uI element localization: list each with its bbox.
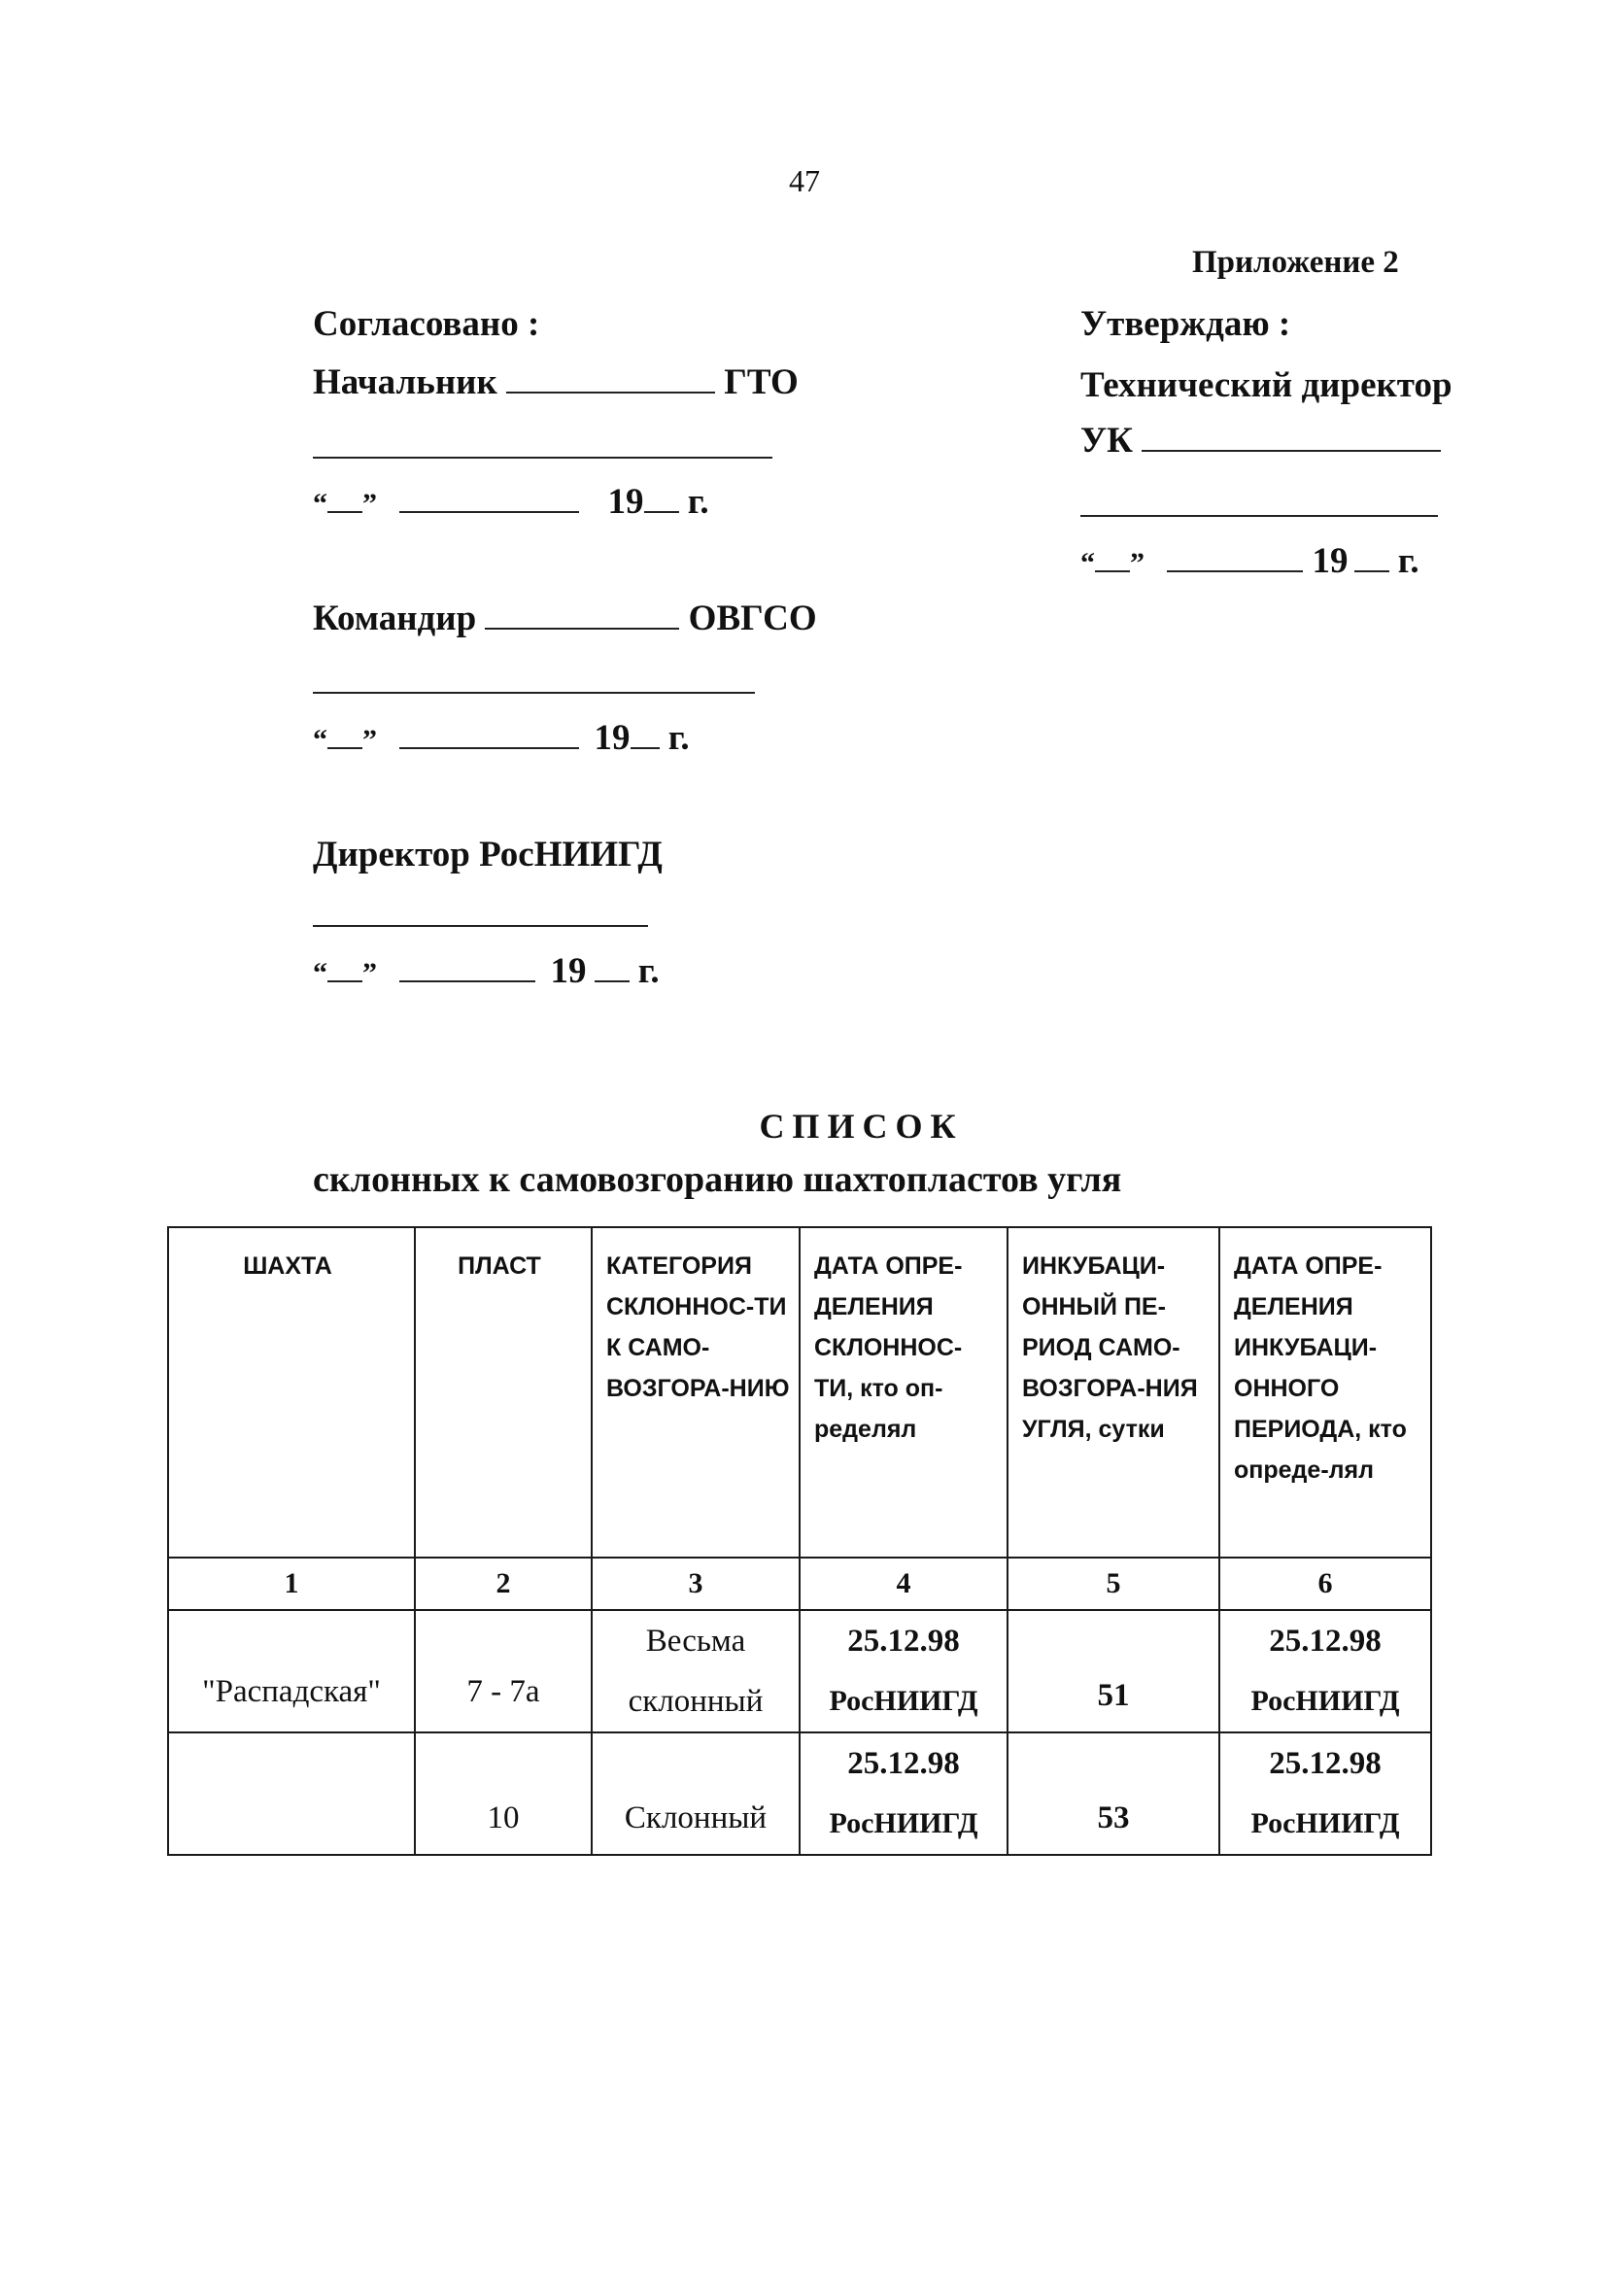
col-number: 6 — [1219, 1558, 1431, 1610]
org-value: РосНИИГД — [829, 1685, 978, 1717]
chief-line — [313, 361, 799, 403]
commander-signature-line — [313, 692, 755, 694]
director-date-line: “ ” 19 г. — [313, 951, 660, 991]
col-number: 1 — [168, 1558, 415, 1610]
org-value: РосНИИГД — [1250, 1685, 1400, 1717]
commander-label: Командир — [313, 599, 477, 638]
page-number: 47 — [789, 163, 820, 198]
col-number: 2 — [415, 1558, 592, 1610]
mines-table — [167, 1226, 1432, 1856]
category-bottom: Склонный — [624, 1800, 768, 1835]
cell-mine — [168, 1732, 415, 1855]
date-value: 25.12.98 — [1269, 1624, 1382, 1659]
list-title: СПИСОК — [759, 1107, 964, 1146]
commander-org: ОВГСО — [688, 599, 817, 638]
header-incubation-period: ИНКУБАЦИ-ОННЫЙ ПЕ-РИОД САМО-ВОЗГОРА-НИЯ УГЛЯ, сутки — [1008, 1227, 1219, 1558]
org-value: РосНИИГД — [829, 1807, 978, 1839]
table-row — [168, 1610, 1431, 1732]
cell-seam: 7 - 7а — [415, 1610, 592, 1732]
cell-date-determination — [800, 1732, 1008, 1855]
appendix-label: Приложение 2 — [1192, 245, 1399, 280]
table-header-row — [168, 1227, 1431, 1558]
org-value: РосНИИГД — [1250, 1807, 1400, 1839]
cell-category — [592, 1732, 800, 1855]
chief-blank — [506, 366, 715, 394]
director-date-suffix: г. — [637, 951, 660, 991]
director-date-year: 19 — [550, 951, 587, 991]
agree-title: Согласовано : — [313, 304, 540, 344]
chief-label: Начальник — [313, 362, 497, 402]
approve-date-line: “ ” 19 г. — [1080, 541, 1419, 581]
cell-incubation-period: 53 — [1008, 1732, 1219, 1855]
date-value: 25.12.98 — [847, 1746, 960, 1781]
approve-signature-line — [1080, 515, 1438, 517]
header-seam: ПЛАСТ — [415, 1227, 592, 1558]
list-subtitle: склонных к самовозгоранию шахтопластов угля — [313, 1159, 1122, 1200]
commander-date-suffix: г. — [667, 718, 690, 758]
cell-incubation-period: 51 — [1008, 1610, 1219, 1732]
uk-blank — [1142, 425, 1441, 452]
date-value: 25.12.98 — [1269, 1746, 1382, 1781]
chief-org: ГТО — [724, 362, 799, 402]
cell-category — [592, 1610, 800, 1732]
chief-signature-line — [313, 457, 772, 459]
category-bottom: склонный — [628, 1684, 764, 1719]
table-row — [168, 1732, 1431, 1855]
cell-date-determination — [800, 1610, 1008, 1732]
director-label: Директор РосНИИГД — [313, 835, 663, 874]
header-mine: ШАХТА — [168, 1227, 415, 1558]
cell-date-incubation — [1219, 1732, 1431, 1855]
tech-director-label: Технический директор — [1080, 365, 1452, 405]
approve-title: Утверждаю : — [1080, 304, 1291, 344]
commander-blank — [485, 602, 679, 630]
approve-date-suffix: г. — [1397, 541, 1419, 581]
chief-date-line: “ ” 19 г. — [313, 482, 709, 522]
commander-date-line: “ ” 19 г. — [313, 718, 690, 758]
header-date-determination: ДАТА ОПРЕ-ДЕЛЕНИЯ СКЛОННОС-ТИ, кто оп-ределял — [800, 1227, 1008, 1558]
date-value: 25.12.98 — [847, 1624, 960, 1659]
category-top: Весьма — [645, 1624, 746, 1659]
chief-date-year: 19 — [607, 482, 644, 522]
col-number: 3 — [592, 1558, 800, 1610]
approve-date-year: 19 — [1312, 541, 1349, 581]
chief-date-suffix: г. — [687, 482, 709, 522]
cell-date-incubation — [1219, 1610, 1431, 1732]
commander-date-year: 19 — [594, 718, 631, 758]
col-number: 4 — [800, 1558, 1008, 1610]
cell-mine: "Распадская" — [168, 1610, 415, 1732]
header-date-incubation: ДАТА ОПРЕ-ДЕЛЕНИЯ ИНКУБАЦИ-ОННОГО ПЕРИОДА, кто опреде-лял — [1219, 1227, 1431, 1558]
commander-line — [313, 598, 817, 639]
column-number-row — [168, 1558, 1431, 1610]
col-number: 5 — [1008, 1558, 1219, 1610]
director-signature-line — [313, 925, 648, 927]
uk-line — [1080, 420, 1441, 462]
cell-seam: 10 — [415, 1732, 592, 1855]
uk-label: УК — [1080, 421, 1133, 461]
header-category: КАТЕГОРИЯ СКЛОННОС-ТИ К САМО-ВОЗГОРА-НИЮ — [592, 1227, 800, 1558]
